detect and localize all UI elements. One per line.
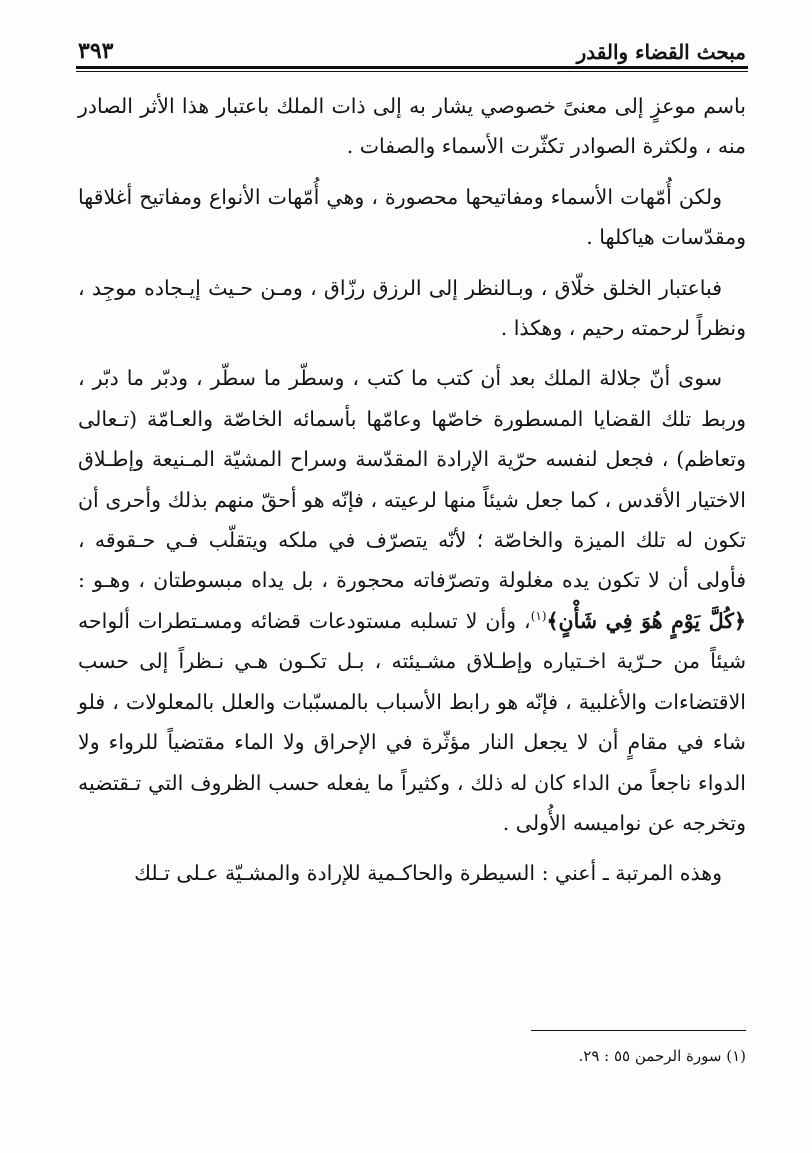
footnote-marker: (١): [530, 609, 547, 624]
paragraph: [78, 86, 746, 167]
paragraph: [78, 177, 746, 258]
paragraph: [78, 268, 746, 349]
page-header: [78, 28, 746, 64]
paragraph-text: وهذه المرتبة ـ أعني : السيطرة والحاكـمية للإرادة والمشـيّة عـلى تـلك: [134, 861, 722, 886]
paragraph-text: باسم موعزٍ إلى معنىً خصوصي يشار به إلى ذات الملك باعتبار هذا الأثر الصادر منه ، ولكثرة الصوادر تكثّرت الأسماء والصفات .: [78, 94, 746, 159]
footnote: (١) سورة الرحمن ٥٥ : ٢٩.: [578, 1047, 746, 1065]
running-title: مبحث القضاء والقدر: [576, 40, 746, 64]
header-rule-thick: [76, 66, 748, 69]
header-rule-thin: [76, 71, 748, 72]
paragraph-text: سوى أنّ جلالة الملك بعد أن كتب ما كتب ، وسطّر ما سطّر ، ودبّر ما دبّر ، وربط تلك القضايا المسطورة خاصّها وعامّها بأسمائه الخاصّة والعـامّة (تـعالى وتعاظم) ، فجعل لنفسه حرّية الإرادة المقدّسة وسراح المشيّة المـنيعة وإطـلاق الاختيار الأقدس ، كما جعل شيئاً منها لرعيته ، فإنّه هو أحقّ منهم بذلك وأحرى أن تكون له تلك الميزة والخاصّة ؛ لأنّه يتصرّف في ملكه ويتقلّب فـي حـقوقه ، فأولى أن لا تكون يده مغلولة وتصرّفاته محجورة ، بل يداه مبسوطتان ، وهـو :: [78, 366, 746, 593]
paragraph-text: ، وأن لا تسلبه مستودعات قضائه ومسـتطرات ألواحه شيئاً من حـرّية اخـتياره وإطـلاق مشـيئته ، بـل تكـون هـي نـظراً إلى حسب الاقتضاءات والأغلبية ، فإنّه هو رابط الأسباب بالمسبّبات والعلل بالمعلولات ، فلو شاء في مقامٍ أن لا يجعل النار مؤثّرة في الإحراق ولا الماء مقتضياً للرواء ولا الدواء ناجعاً من الداء كان له ذلك ، وكثيراً ما يفعله حسب الظروف التي تـقتضيه وتخرجه عن نواميسه الأُولى .: [78, 608, 746, 835]
paragraph: [78, 853, 746, 893]
quran-quote: ﴿كُلَّ يَوْمٍ هُوَ فِي شَأْنٍ﴾: [546, 608, 747, 633]
body-text: [78, 86, 746, 894]
paragraph-text: ولكن أُمّهات الأسماء ومفاتيحها محصورة ، وهي أُمّهات الأنواع ومفاتيح أغلاقها ومقدّسات هياكلها .: [78, 184, 746, 250]
paragraph: [78, 358, 746, 843]
footnote-separator: [531, 1030, 746, 1031]
paragraph-text: فباعتبار الخلق خلّاق ، وبـالنظر إلى الرزق رزّاق ، ومـن حـيث إيـجاده موجِد ، ونظراً لرحمته رحيم ، وهكذا .: [78, 275, 746, 341]
page-number: ٣٩٣: [78, 38, 114, 64]
